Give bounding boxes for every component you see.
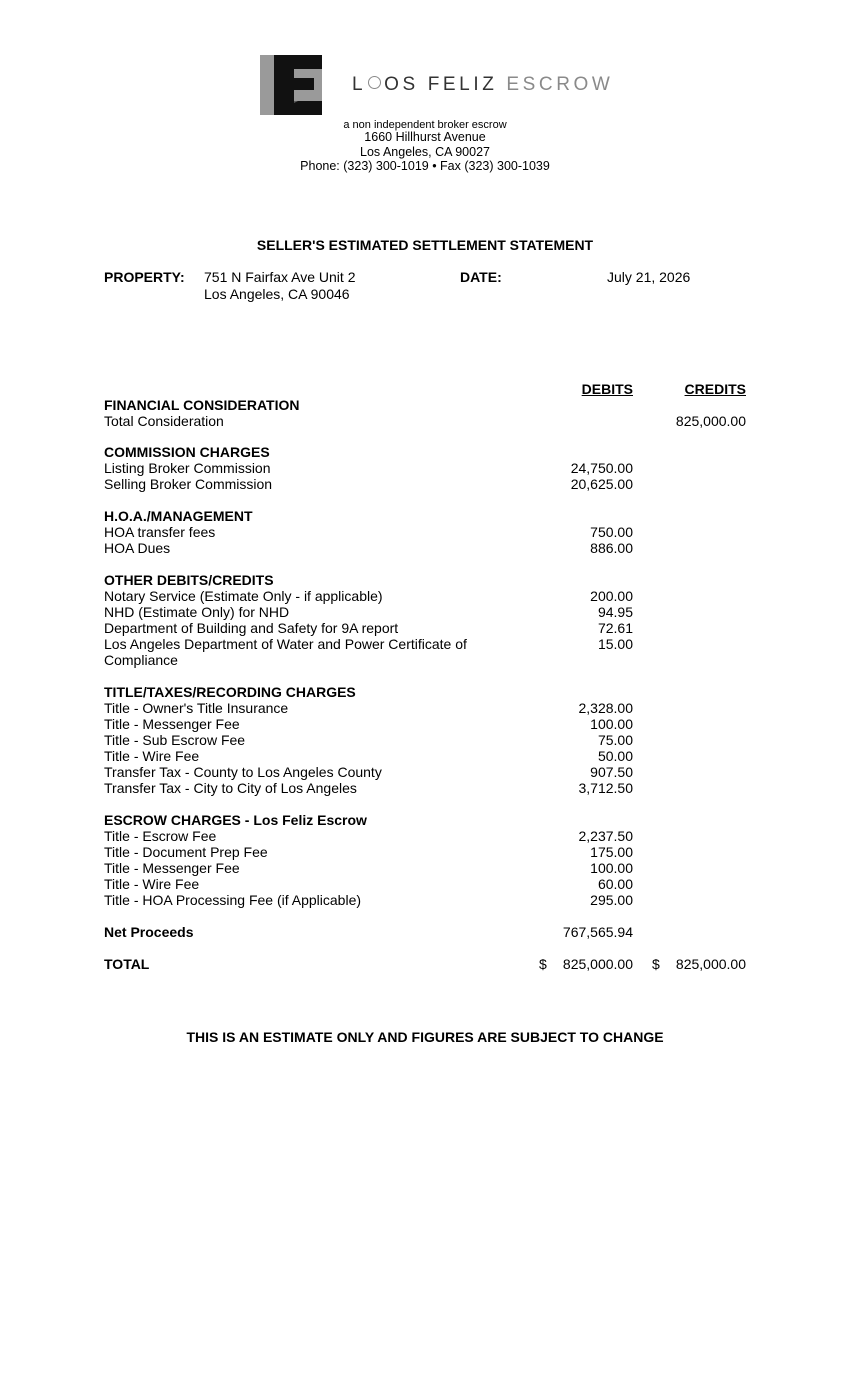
line-item-debit: 907.50 bbox=[590, 764, 633, 780]
line-item-description: HOA Dues bbox=[104, 540, 171, 556]
line-item-debit: 50.00 bbox=[597, 748, 633, 764]
total-row bbox=[104, 956, 746, 972]
ledger-row bbox=[104, 620, 746, 636]
ledger-row bbox=[104, 892, 746, 908]
net-proceeds-debit: 767,565.94 bbox=[562, 924, 633, 940]
ledger-row bbox=[104, 636, 746, 652]
line-item-description: Transfer Tax - City to City of Los Angeles bbox=[104, 780, 357, 796]
company-wordmark bbox=[352, 74, 613, 96]
line-item-debit: 72.61 bbox=[597, 620, 633, 636]
debits-column-header: DEBITS bbox=[581, 381, 633, 397]
ledger-row bbox=[104, 716, 746, 732]
line-item-debit: 75.00 bbox=[597, 732, 633, 748]
net-proceeds-label: Net Proceeds bbox=[104, 924, 194, 940]
section-title-escrow: ESCROW CHARGES - Los Feliz Escrow bbox=[104, 812, 367, 828]
line-item-description: Title - HOA Processing Fee (if Applicable) bbox=[104, 892, 362, 908]
ledger-row bbox=[104, 413, 746, 429]
section-title-other: OTHER DEBITS/CREDITS bbox=[104, 572, 274, 588]
ledger-row bbox=[104, 524, 746, 540]
line-item-description: Listing Broker Commission bbox=[104, 460, 271, 476]
line-item-description: Selling Broker Commission bbox=[104, 476, 273, 492]
property-address-line1: 751 N Fairfax Ave Unit 2 bbox=[204, 269, 356, 285]
line-item-debit: 100.00 bbox=[590, 860, 633, 876]
line-item-debit: 2,237.50 bbox=[578, 828, 633, 844]
line-item-description: Total Consideration bbox=[104, 413, 224, 429]
ledger-row bbox=[104, 460, 746, 476]
company-tagline: a non independent broker escrow bbox=[343, 119, 507, 131]
line-item-description: NHD (Estimate Only) for NHD bbox=[104, 604, 290, 620]
estimate-disclaimer: THIS IS AN ESTIMATE ONLY AND FIGURES ARE SUBJECT TO CHANGE bbox=[186, 1029, 664, 1045]
company-logo-icon bbox=[260, 55, 322, 115]
line-item-description: Notary Service (Estimate Only - if applicable) bbox=[104, 588, 383, 604]
line-item-description: Title - Escrow Fee bbox=[104, 828, 217, 844]
ledger-row bbox=[104, 876, 746, 892]
line-item-debit: 24,750.00 bbox=[570, 460, 633, 476]
line-item-credit: 825,000.00 bbox=[675, 413, 746, 429]
company-street: 1660 Hillhurst Avenue bbox=[364, 130, 486, 144]
ledger-row bbox=[104, 588, 746, 604]
line-item-debit: 3,712.50 bbox=[578, 780, 633, 796]
total-credit: 825,000.00 bbox=[675, 956, 746, 972]
credits-column-header: CREDITS bbox=[684, 381, 746, 397]
line-item-debit: 15.00 bbox=[597, 636, 633, 652]
property-address-line2: Los Angeles, CA 90046 bbox=[204, 286, 350, 302]
line-item-debit: 20,625.00 bbox=[570, 476, 633, 492]
line-item-description: Title - Owner's Title Insurance bbox=[104, 700, 289, 716]
section-title-financial: FINANCIAL CONSIDERATION bbox=[104, 397, 300, 413]
line-item-description: Los Angeles Department of Water and Power Certificate of bbox=[104, 636, 467, 652]
line-item-debit: 750.00 bbox=[590, 524, 633, 540]
date-label: DATE: bbox=[460, 269, 502, 285]
line-item-debit: 100.00 bbox=[590, 716, 633, 732]
wordmark-feliz: OS FELIZ bbox=[384, 74, 498, 95]
wordmark-escrow: ESCROW bbox=[506, 74, 614, 95]
ledger-row bbox=[104, 700, 746, 716]
line-item-description: Title - Messenger Fee bbox=[104, 716, 240, 732]
ledger-row bbox=[104, 652, 746, 668]
line-item-debit: 175.00 bbox=[590, 844, 633, 860]
line-item-description: HOA transfer fees bbox=[104, 524, 216, 540]
company-city: Los Angeles, CA 90027 bbox=[360, 145, 490, 159]
line-item-description: Title - Messenger Fee bbox=[104, 860, 240, 876]
statement-title: SELLER'S ESTIMATED SETTLEMENT STATEMENT bbox=[256, 237, 594, 253]
ledger-row bbox=[104, 828, 746, 844]
line-item-description: Transfer Tax - County to Los Angeles County bbox=[104, 764, 382, 780]
section-title-hoa: H.O.A./MANAGEMENT bbox=[104, 508, 253, 524]
net-proceeds-row bbox=[104, 924, 746, 940]
section-title-commission: COMMISSION CHARGES bbox=[104, 444, 270, 460]
property-label: PROPERTY: bbox=[104, 269, 185, 285]
line-item-description: Department of Building and Safety for 9A report bbox=[104, 620, 399, 636]
statement-date: July 21, 2026 bbox=[607, 269, 691, 285]
total-debit: 825,000.00 bbox=[562, 956, 633, 972]
section-title-title-taxes: TITLE/TAXES/RECORDING CHARGES bbox=[104, 684, 356, 700]
total-credit-currency: $ bbox=[652, 956, 660, 972]
line-item-description: Compliance bbox=[104, 652, 178, 668]
ledger-row bbox=[104, 748, 746, 764]
line-item-debit: 60.00 bbox=[597, 876, 633, 892]
ledger-row bbox=[104, 476, 746, 492]
line-item-debit: 200.00 bbox=[590, 588, 633, 604]
line-item-description: Title - Wire Fee bbox=[104, 876, 200, 892]
ledger-row bbox=[104, 764, 746, 780]
ledger-row bbox=[104, 604, 746, 620]
total-debit-currency: $ bbox=[539, 956, 547, 972]
wordmark-o-icon bbox=[368, 76, 381, 89]
ledger-row bbox=[104, 780, 746, 796]
line-item-debit: 94.95 bbox=[597, 604, 633, 620]
line-item-debit: 2,328.00 bbox=[578, 700, 633, 716]
line-item-description: Title - Sub Escrow Fee bbox=[104, 732, 246, 748]
company-phone: Phone: (323) 300-1019 • Fax (323) 300-1039 bbox=[300, 159, 550, 173]
wordmark-l: L bbox=[352, 74, 367, 95]
ledger-row bbox=[104, 732, 746, 748]
line-item-debit: 886.00 bbox=[590, 540, 633, 556]
line-item-debit: 295.00 bbox=[590, 892, 633, 908]
line-item-description: Title - Wire Fee bbox=[104, 748, 200, 764]
line-item-description: Title - Document Prep Fee bbox=[104, 844, 268, 860]
ledger-row bbox=[104, 860, 746, 876]
total-label: TOTAL bbox=[104, 956, 150, 972]
ledger-row bbox=[104, 540, 746, 556]
ledger-row bbox=[104, 844, 746, 860]
